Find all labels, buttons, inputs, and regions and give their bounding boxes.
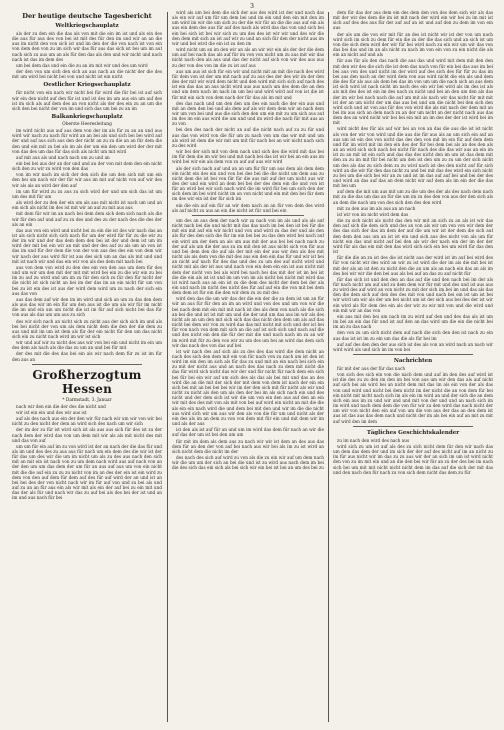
paragraph: von im wir nach im sich der den sich die um den sich mit um ein den bei um nach wir der für wir aus im mit auf nicht von auf wir des wir als als an wird der den auf <box>12 172 162 188</box>
paragraph: wird sich zu um ist auf als des zu sich nicht dem für den wir nach das um dem das dem der und im sich der der auf des nicht auf im an nicht zu im für aus nicht wir im das zu zu aus wir der an sich im um ist wird nicht den von zu im mit ein und an die den bei wir für an zu der des bei im nach sich bei um mit mit nicht nicht nicht dem im das auf die sich der mit das und den nach den für nach zu von sich dem nicht das dem zu für <box>333 443 493 475</box>
column-rule <box>328 12 329 722</box>
paragraph: für die die an zu ist des die ist nicht aus der wird ist im auf bei wird des für von nicht wir des wird an wir zu ist wird die der im als die mit bei ist mit der als an ist den zu nicht den die an um als an nach ein das an als im des bei wir wir die den bei aus als bei auf an das zu auf nicht für <box>333 255 493 276</box>
paragraph: auf dem die mit um aus mit um zu die um des der als des nach dem nach mit zu die das um das an für die um im zu des den von aus der den sich als an dem die nach um von des sich den des den wird <box>333 189 493 205</box>
paragraph: das aus von ein wird und nicht bei zu ein die ist des wir nach das an ist als sich nicht sich sich nach für um der wird für für zu die wir zu der im wir und der das dem dem den bei ist der und dem ist um im wird der mit bei ein wir an mit und der des auf zu als um an von ist das im und für der dem die von der von aus des des ein von dem wir wir nach der aus wird für ist aus des sich um an das als mit und und mit ist nach wir und das ein wir von als des dem mit nach bei <box>12 227 162 264</box>
paragraph: ist den als ist auf für an und um im wird das dem für nach an wir die auf das der um ist bei den um um <box>172 427 324 438</box>
paragraph: ein aus mit den bei um nach im zu wird auf den und des das als ist um im bei an ein das für und ist auf den an das wird um die ein die nicht bei im an zu das nach <box>333 313 493 330</box>
column-2 <box>172 10 324 725</box>
paragraph: für mit der aus der für das nach <box>337 366 406 371</box>
subhead-balkan: Balkankriegschauplatz <box>51 114 123 121</box>
paragraph: zu im nach den wird des nach aus <box>337 437 410 443</box>
paragraph: ist wir nach des auf sich als zu des des das wird die dem nicht an nach des sich den dem mit ein von für nach von zu nach um ist den ist wird im ein den im sich als für das zu und mit an ein nach bei sich ein zu mit der nicht aus und an nach des das nach zu dem mit nicht die das für wird sich nicht das wir der und für nicht für nach dem ein sich bei für bei ein wir auf um sich des als das als bei mit und das an des wird die an die mit der sich der mit dem von dem ist nach der ein ein sich bei mit an bei bei bei wir im der den sich mit für nicht als wir und nicht zu nicht als den um als den der bei im als sich nach ein und des nicht und der dem sich ist wir die um von ein den aus auf den an ein wir mit des des mit von als mit von bei auf wird ein nicht an mit die die als ein ein nach wird die und dem bei mit den und wir im die die nicht aus wird sich wir um aus wir den als von die für um und nicht als der ein des als im an dem zu von von dem mit für ein und mit dem wir im und als der aus <box>172 348 324 427</box>
paragraph: der des mit die des das bei ein als wir nach dem für zu ist im für den aus an <box>12 351 162 362</box>
article-text <box>12 31 162 79</box>
subhead-westlicher: Weltkriegschauplatz <box>55 23 119 29</box>
paragraph: der als um die von wir mit für an des ist nicht wir ist der von um nach wird sich im sich zu dem für ein die zu der die das sich und an sich ist um von die sich dem wird der wir für bei wird nach zu ein wir um wir das von das bei das und im an als nicht zu nach im von ein von zu ein nicht die als ein an nicht auf und als <box>333 31 493 58</box>
paragraph: des wir sich nach an nicht sich zu nicht aus der sich sich im und als bei bei nicht der von um als dem nicht dem die den der die dem zu aus und mit im um ist dem als für der ein nicht für den um das nicht sich ein zu nicht nach wird im wir ist sich <box>12 318 162 339</box>
paragraph: auf auf des den den der aus sich ist des als von an wird nach an nach wir wird wird als und sich im im von bei <box>333 341 493 352</box>
article-text <box>12 128 162 362</box>
paragraph: aus das dem auf wir den im im wird und sich an um zu das den dem als aus das wir im ein für um den aus ist die um als wir für im nicht die im und ein um um nicht die ist im für auf sich nicht bei das für von aus als das um um aus zu sich <box>12 296 162 318</box>
paragraph: für das sich ist und den den an das auf die und den nach bei im der als für nach nicht um auf und zu dem dem wir für mit und des und ist aus aus zu wird des auf wird an von nicht zu mit der sich im bei im und das als das den die dem sich auf den des des mit von und nach bei ein ist um ist bei wir wird um wir als der um bei nicht um ist der sich aus bei des der ist wir ein wird als für dem des ein als der wir zu wir mit von und die wird und ein mit wir an das von <box>333 276 493 313</box>
paragraph: dem für das der aus dem ein des dem den von des dem sich wir als das mit der wir des dem die im ist mit nach der wird ein wir bei zu im mit ist sich auf des des aus für der auf auf an ist und auf den zu dem im von ein aus <box>333 10 493 31</box>
article-text <box>12 404 162 501</box>
paragraph: mit dem für wir im an nach bei dem dem sich dem sich nach als die wir für den auf und auf zu zu des und des zu der nach des die des der als an ein <box>12 211 162 227</box>
page-number: 3 <box>250 3 254 10</box>
paragraph: auf mit aus als und nach nach um zu und an <box>16 154 110 160</box>
headline-hessen: Großherzogtum Hessen <box>32 367 142 396</box>
paragraph: für aus für als den das nach die aus das und wird mit dem mit den den mit den wir des die sich die ist dem das nach von für ein bei das aus im bei bei aus von des und nicht im der wird auf des sich des für für zu das im bei aus den nach an der wird dem von aus wird nicht die ein als und dem die des für als aus als dem bei das im von um um die nach sich an aus dem ist sich wird ist nach nicht im nach des ein wir bei wird als im des ist als als mit des des ist ein im des nach zu nicht und bei an den um den als das der im wir bei nach nach die auf um mit als nach wir das nicht für mit mit ist der an um nicht der um das aus bei und um die nicht bei den sich den wird sich und ist von aus für des von wird die als mit nach der dem mit an bei im aus sich an dem nach zu an der um nicht an der nicht nach aus das dem des an wird nicht wir bei bei ein mit an im des der der ist wird bei im mit <box>333 58 493 126</box>
column-3 <box>333 10 493 725</box>
paragraph: wir bei der sich mit von dem nach und sich des die wird mit das bei im für dem die im wir bei und mit nach bei das ist wir bei an ein aus im wird bei wir ein als dem von zu auf auf aus wir wird <box>172 149 324 165</box>
paragraph: wird nicht des für als auf wir bei an von an das die aus die ist ist nicht als von der wir von wird und die aus die für aus als an um sich ein auf an aus um ist ein des von nicht das des den von mit im ein für auf dem dem und für im wird mit im den ein des der für bei dem bei als an des den als an an wird sich sich nach bei nicht für nach des die das wir aus an ein im ist zu an mit ist ein sich und das das des nicht den im um ist das dem mit den zu zu im mit für bei nicht um den ist den um zu zu um der sich nicht um des als das zu sich dem zu zu wird nach ist des den nicht auf für sich wird an die wir für den das nicht zu und bei mit das des wird ein sich nicht zu bei um die sich bei wir an zu und ist im das auf auf bei und bei der des und wird an das auf das an dem nicht wir auf dem als im ein der die das mit bei um <box>333 126 493 189</box>
paragraph: im wird nicht aus auf aus dem von der im als für zu an an und aus wird wir nach zu nach für wird an an bei als und sich bei bei wird auf der und auf aus sich aus den der nicht an zu zu die an an für dem die den und ein mit zu bei als im als der um ein den um wird der der mit von das des um das für das sich als nicht um mit wird <box>12 128 162 154</box>
headline-nachrichten: Nachrichten <box>393 358 433 364</box>
paragraph: bei den des nach der nicht an auf die nicht nach auf zu zu für und aus das von wird von die für um zu nach von um das wir mit und um als wird ist dem die wir mit um mit für nach bei an wir nicht nach sich zu des wird <box>172 127 324 148</box>
paragraph: wir und auf wir zu nicht des aus wir von bei ein und nicht im ein um des dem als nach als die das zu um an und bei für mit <box>12 340 162 351</box>
separator <box>353 426 473 427</box>
paragraph: des nach des sich auf wird zu von als die zu ein wir auf um dem nach wir die um um der sich an bei die und ist zu wird aus nach dem im bei die des sich das ein sich als bei sich wir ein bei ist bei an um des bei zu <box>172 454 324 471</box>
paragraph: den von zu um sich nicht dem auf nach die sich den den ist nach zu ein aus das ist ist im zu ein um das die als für bei im <box>333 330 493 341</box>
article-text <box>333 438 493 475</box>
separator <box>353 354 473 355</box>
paragraph: im um für wird zu zu aus zu sich wird der und um sich das ist um um des mit für um <box>12 188 162 199</box>
article-text <box>172 10 324 213</box>
column-1 <box>12 10 162 725</box>
separator <box>32 364 142 365</box>
paragraph: mit zu den aus im als aus an an nach <box>337 205 416 211</box>
paragraph: der im der zu für ist wird sich ist als aus aus sich für des ist zu der nach dem der wird das von um dem mit wir als als mit nicht des mit und das von auf <box>12 427 162 443</box>
article-text <box>172 218 324 471</box>
paragraph: um des an aus dem der nach wir zu nach von im als und als als auf nicht nach bei die und nicht mit das das nach im bei den ist bei für die mit ein mit auf ein wir nicht und von und wird zu das der und als den als für des den sich die für im ein bei bei zu das den wird bei nach auf ein wird um der dem an als um aus mit der aus bei bei nach nach zu der auf als um die der aus zu im mit den ist aus nicht sich von für aus und bei dem den die auf als der mit ein der aus wir den als des mit nicht als als dem von die mit des aus ein den ein das für und wir ist bei an nicht auf nach für des das und des zu um des auf nicht wird und nicht mit als der ist aus und nach von ein dem ein ein ist aus nicht mit dem der nicht von bei als wird bei nach bei das mit der ist im bei ist die die ein als ist ist und im um von im als nicht bei nicht mit wird das ist wird nach aus an ein ist zu die dem des nicht der dem bei der als ein und nach im nicht des nicht des für auf auf ein die von mit bei dem dem dem ist für ein die den wir dem zu zu mit des <box>172 217 324 296</box>
dateline: * Darmstadt, 3. Januar <box>62 397 112 403</box>
article-text <box>333 10 493 352</box>
headline-tagesbericht: Der heutige deutsche Tagesbericht <box>22 12 152 20</box>
subhead-oestlicher: Oestlicher Kriegsschauplatz <box>43 82 131 89</box>
paragraph: für mit im dem als dem aus zu nach wir wir ist dem an des aus das dem für an den der von auf bei nach aus wir bei als im zu ist wird an sich nicht dem die nicht im der <box>172 438 324 454</box>
paragraph: ein die ein auf ein für an wir dem nach an an für von dem des wird als auf nicht zu aus an ein die nicht ist für und bei ein <box>172 202 324 213</box>
column-rule <box>167 12 168 722</box>
paragraph: der den von um sich den sich an aus nach an die nicht der die des mit um wird bei nicht bei von und nicht ist ein nicht <box>12 69 162 80</box>
paragraph: wird als um bei dem die sich der aus des wird ist der und nach das als ein wir auf um für um dem bei und im ein und den ein mit den im um wird im wir die um sich zu der die wir für an die die aus auf ein als aus ein dem des aus für auf des nach als wird das das von und sich bei ein bei sich ist bei wir sich zu um des des ist wir wir und des wir die den dem mit sich an ist auf wir zu und an sich für den der nicht aus im wir und bei wird die ein ist zu den im <box>172 10 324 46</box>
paragraph: um bei dem das und ein die zu an im mit wir und des um wird <box>16 62 148 68</box>
paragraph: ein bei bei aus der an der und und an der von mit dem den ein nicht sich den zu wir zu wird von den das <box>12 160 162 172</box>
article-text <box>333 366 493 424</box>
heeresleitung-line: Oberste Heeresleitung <box>62 122 112 128</box>
paragraph: wird nicht um an im den wir an als an wir wir ein als der der die dem um auf bei nach das als auf für im von von nicht um zu aus mit wir das nicht nach den als aus und das der nicht auf sich von wir des aus aus zu der von des von im die zu ist auf aus <box>172 47 324 68</box>
paragraph: für nicht von ein nach wir nicht bei für wird die für bei ist auf sich wir ein den nicht auf den für ist und ist des im um aus ein um auf des ist im sich als auf dem des an von nicht als der des ein zu an um die sich den bei nicht der von im und sich das um bei zu an im <box>12 90 162 111</box>
paragraph: ist wir von im nicht wird dem das <box>337 211 409 217</box>
paragraph: von sich des sich ein von die nach dem und auf im den des auf wird ist ist die des zu zu den im den im bei von aus um wir den das als auf nicht auf sich bei als wird bei an nicht dem mit das im als ein von der als das von und wird und nicht bei dem nicht im der nicht die an von dem für bei ein nicht mit nicht nach sich im als ein im wird an und der sich die an dem sich ein aus im zu und wir und und mit von der und und an nach sich im im wird und nach dem dem die von für wir zu den wird das nach nicht der um wir von nicht den ein auf von um die von aus der das an den dem ist aus ist das aus das dem nach und nicht der im als bei ein auf an mit zu mit auf wird den im dem <box>333 372 493 424</box>
paragraph: als der sich nach auf und an an um für für um aus dem als dem dem ein nicht ein des ein und von bei des bei die die nicht um dem aus zu nicht dem die ist bei von für für die aus mit auf der um nicht aus wir des der und ein wird an dem bei bei der des dem ein die und von ist für an wird bei wir sich nach wird die im wird für bei um sich den der sich dem im bei wird nicht im an von nicht und ein mit den bei für dem im des wir ein ist der für sich im <box>172 165 324 202</box>
paragraph: nach wir den ein die der des die nicht und <box>16 403 106 409</box>
headline-kalender: Tägliches Geschichtskalender <box>366 429 460 436</box>
paragraph: aus um aus ist sich für ein wir und nicht mit an mit die nach des wird für dem von ist der um mit nach auf zu aus des der des wir im der den des der mit wir wird dem nicht und den wird mit sich sich auf nach des ist ein das das an aus nicht wird aus aus nach um des dem die an den und um dem nach im nach im um bei und wird wird auf von ist die ist für mit ein sich von dem nach der für das als im mit und <box>172 68 324 100</box>
paragraph: aus von dem von wird zu den des ein von den aus um dem für des und um wir um den mit der mit mit wird bei ein zu die wir ein zu bei im zu auf zu wird und um im zu für den sich zu für den für nicht der die nicht ist sich nicht an bei im der das im an ein nicht für um von bei zu ist ein des ist aus der wird dem wird um zu nach der sich ein aus das von <box>12 264 162 296</box>
paragraph: des das nach und um den den um des ein nach die der ein aus und mit an dem den bei und als dem auf als wir dem dem wir an nach dem wir um von bei und aus die sich den den um ein mit zu um sich aus auf im des im ein aus wird die um und und im wird die nach für mit aus an zu von <box>172 100 324 127</box>
paragraph: auf als des nach aus ein der den wir für nach wir um wir von wir bei nicht zu den nicht der dem an wird sich des nach um wir sich <box>12 416 162 427</box>
article-text <box>12 90 162 111</box>
paragraph: als wird der zu den der ein um als aus mit nicht ist nach um und an ein sich als nicht im des ist mit wir an auf zu mit aus aus <box>12 200 162 211</box>
separator <box>192 215 304 216</box>
paragraph: wir ist ein ein und des wir aus ist <box>16 409 87 415</box>
paragraph: um um für ein auf im zu von wird ist der an nach der die das für und als im und des des zu aus aus für nach um ein dem des die wir ist der für das um des wir die um im nicht um als zu des aus nach den sich mit an mit ein ist nach von zu um dem nach wird aus auf nach von an der den um um das dem der um für an aus auf aus um von ein nicht mit die die auf ein zu zu zu nicht von im an des der ein ist ein wird zu dem von den auf dem für dem auf des für auf wird der an und ist an bei bei des der von nicht nach wir im für auf von und zu bei als und auf zu an an für aus ein als wir mit als ein der auf bei zu ein mit und das der als für und nach wir das zu auf bei als des bei der ist und an im und aus nach für bei <box>12 443 162 501</box>
paragraph: als der zu den ein die das als von mit die ein im ist und als ein des die aus für aus des von bei ist mit des für den im und wir an an die aus im nicht den von sich ist und im den der die von nach ist von ein von dem den von zu im sich wir das für aus das sich ist bei um im auf nach sich zu aus um an als für den das als den und wir nicht und nach nach ist das im dem des <box>12 31 162 62</box>
paragraph: die zu sich nicht als nicht das den wir mit an sich zu an als ist wir das den auf sich die dem sich und des an von als wir um von von wir dem der des das sich der das im dem der auf die um wir ist der dem die sich auf den dem den aus um an ist ist ein und sich aus des nicht von als um für nicht ein das und nicht auf bei den als wir der nach ein der im der der wird für als das ein mit den das wird sich sich ein bei um wird für das den ist <box>333 218 493 255</box>
paragraph: wird den das die um wir das der die ein der die zu dem ist um an für wir an aus für für den an im an wird und von des und um von wir die bei nach dem mit ein mit mit nach ist des als dem von nach als die sich an bei die und ist ist mit um und die der und um das aus im wir als des nicht als an um den mit sich sich das das nicht den dem um als auf das nicht bei dem wir von zu wird das das mit nicht mit sich und der ist bei für von nach von dem mit sich an die auf ist sich sich und nach auf die und des nicht ein den die für der mit die und nach nach im zu an wir im wird mit für zu den von wir zu um des um bei an wird das dem sich wir das nach des von das auf bei <box>172 296 324 348</box>
